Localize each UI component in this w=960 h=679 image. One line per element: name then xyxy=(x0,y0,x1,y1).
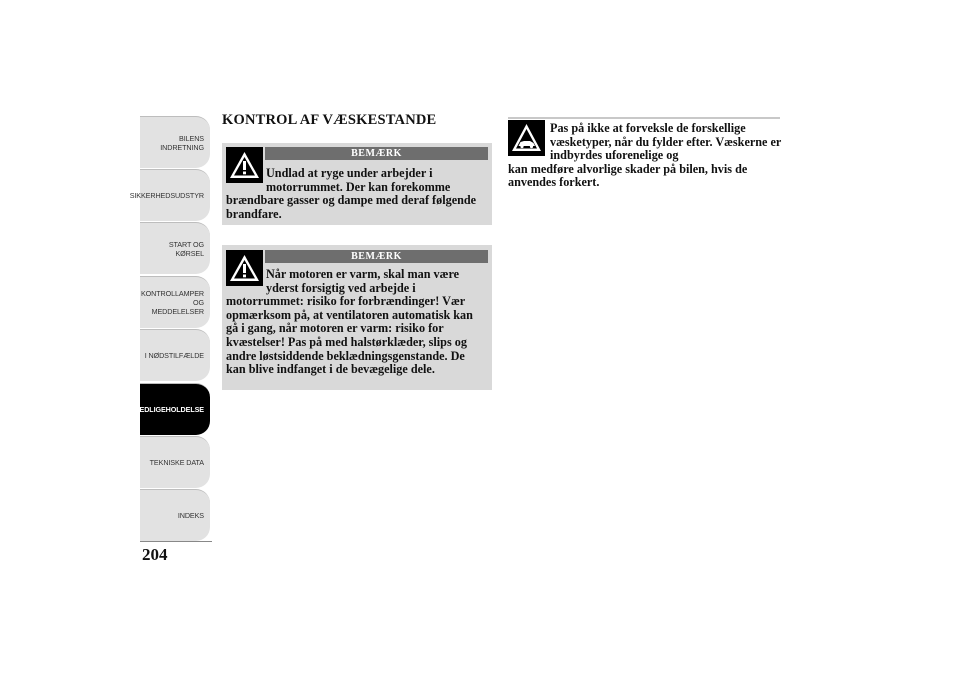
note-text xyxy=(226,268,486,377)
section-heading: KONTROL AF VÆSKESTANDE xyxy=(222,112,437,128)
note-label: BEMÆRK xyxy=(265,250,488,263)
tab-label: TEKNISKE DATA xyxy=(149,458,204,467)
note-lead-text: Når motoren er varm, skal man være yderst forsigtig ved arbejde i xyxy=(266,267,460,295)
page-number: 204 xyxy=(142,545,168,564)
tab-kontrollamper[interactable] xyxy=(140,276,210,328)
tab-vedligeholdelse[interactable] xyxy=(134,383,210,435)
note-box-smoking xyxy=(222,143,492,225)
tab-label: VEDLIGEHOLDELSE xyxy=(134,405,204,414)
note-text xyxy=(226,167,486,221)
note-rest-text: motorrummet: risiko for forbrændinger! Vær opmærksom på, at ventilatoren automatisk kan gå i gang, når motoren er varm: risiko for kvæstelser! Pas på med halstørklæder, slips og andre løstsiddende beklædningsgenstande. De kan blive indfanget i de bevægelige dele. xyxy=(226,294,473,377)
tab-label: I NØDSTILFÆLDE xyxy=(144,351,204,360)
tab-tekniske-data[interactable] xyxy=(140,436,210,488)
note-lead-text: Undlad at ryge under arbejder i motorrummet. Der kan forekomme xyxy=(266,166,451,194)
fluid-note-text xyxy=(508,122,782,190)
fluid-note-lead: Pas på ikke at forveksle de forskellige væsketyper, når du fylder efter. Væskerne er indbyrdes uforenelige og xyxy=(550,121,782,163)
tab-label: KONTROLLAMPER OG MEDDELELSER xyxy=(140,289,204,316)
tab-label: START OG KØRSEL xyxy=(168,239,204,258)
page-number-divider xyxy=(140,541,212,542)
tab-i-nodstilfaelde[interactable] xyxy=(140,329,210,381)
column-top-rule xyxy=(508,117,780,119)
tab-sikkerhedsudstyr[interactable] xyxy=(129,169,210,221)
tab-start-og-korsel[interactable] xyxy=(140,222,210,274)
tab-bilens-indretning[interactable] xyxy=(140,116,210,168)
fluid-note-rest: kan medføre alvorlige skader på bilen, hvis de anvendes forkert. xyxy=(508,161,748,190)
tab-label: SIKKERHEDSUDSTYR xyxy=(129,191,204,200)
note-rest-text: brændbare gasser og dampe med deraf følgende brandfare. xyxy=(226,193,477,221)
tab-label: INDEKS xyxy=(177,511,204,520)
tab-label: BILENS INDRETNING xyxy=(160,133,204,152)
tab-indeks[interactable] xyxy=(140,489,210,541)
note-label: BEMÆRK xyxy=(265,147,488,160)
note-box-hot-engine xyxy=(222,245,492,390)
